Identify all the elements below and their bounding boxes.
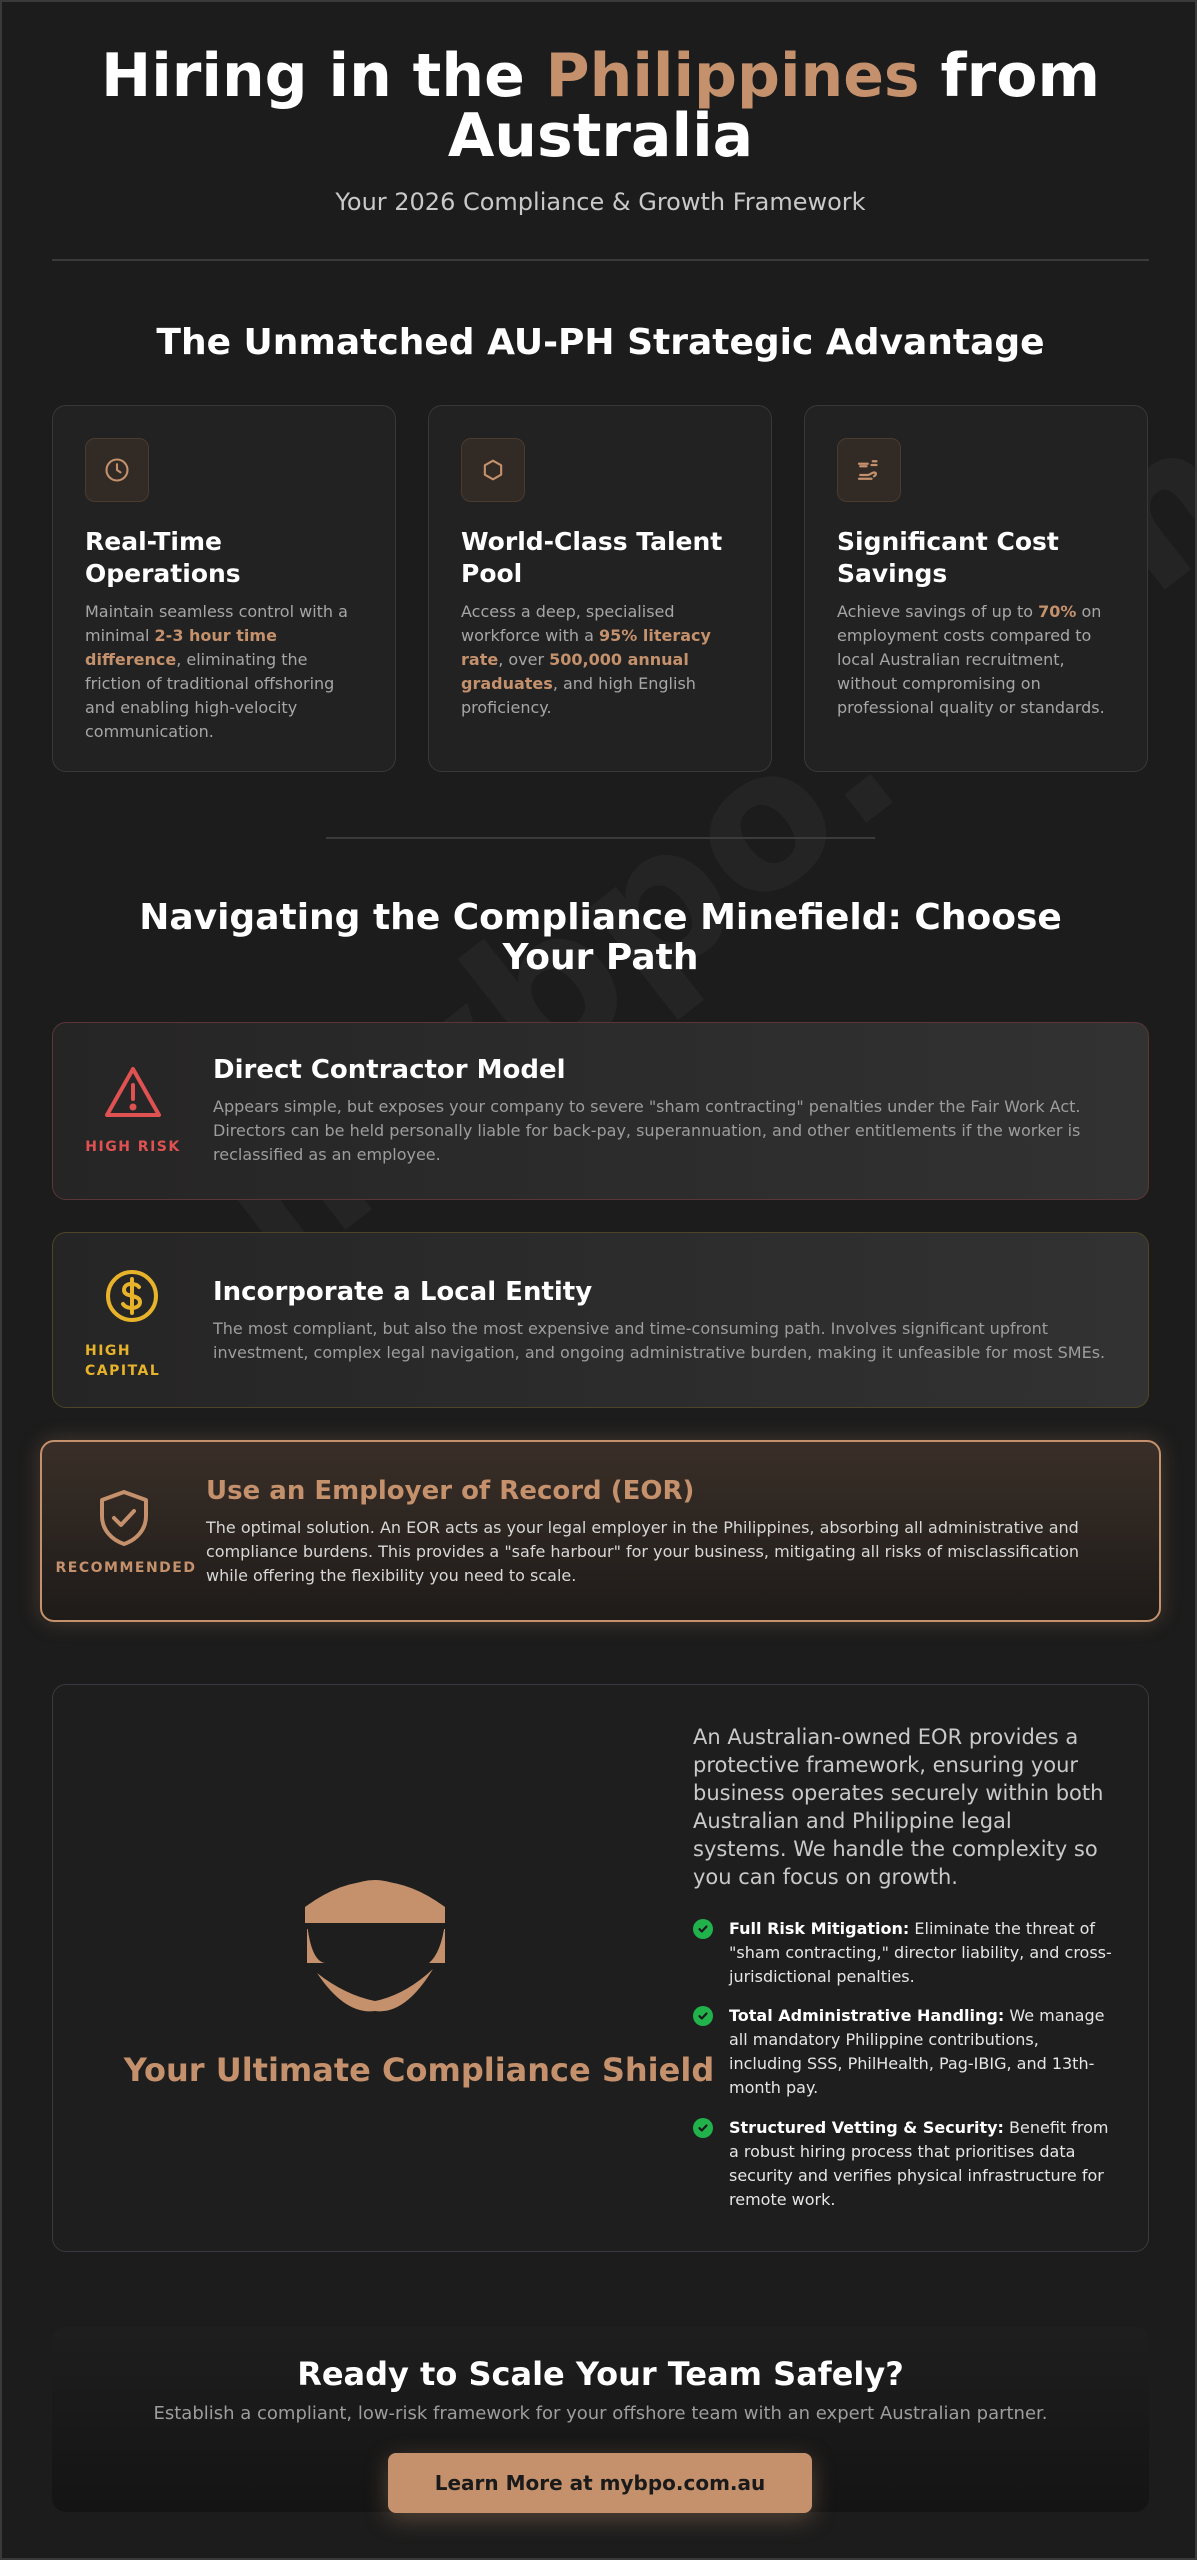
title-accent: Philippines	[545, 41, 920, 111]
shield-intro: An Australian-owned EOR provides a protective framework, ensuring your business operates securely within both Australian and Philippine legal systems. We handle the complexity so you can focus on growth.	[693, 1725, 1104, 1889]
warning-icon	[103, 1065, 163, 1123]
dollar-icon	[105, 1269, 159, 1327]
path-card-entity	[52, 1232, 1149, 1408]
section-divider	[326, 837, 875, 839]
card-text: Maintain seamless control with a minimal 2-3 hour time difference, eliminating the friction of traditional offshoring and enabling high-velocity communication.	[85, 602, 348, 741]
path-title: Direct Contractor Model	[213, 1055, 566, 1085]
check-icon	[693, 1919, 713, 1939]
card-title: World-Class Talent Pool	[461, 527, 723, 588]
learn-more-button[interactable]: Learn More at mybpo.com.au	[388, 2453, 812, 2513]
shield-check-icon	[96, 1488, 152, 1552]
path-card-eor	[40, 1440, 1161, 1622]
risk-tag: HIGH RISK	[85, 1139, 181, 1155]
page-title	[52, 41, 1149, 171]
hexagon-icon	[461, 438, 525, 502]
path-text: The optimal solution. An EOR acts as your legal employer in the Philippines, absorbing all administrative and compliance burdens. This provides a "safe harbour" for your business, mitigating all risks of misclassification while offering the flexibility you need to scale.	[206, 1518, 1080, 1585]
clock-icon	[85, 438, 149, 502]
header-divider	[52, 259, 1149, 261]
coins-icon	[837, 438, 901, 502]
path-title: Incorporate a Local Entity	[213, 1277, 593, 1307]
check-icon	[693, 2118, 713, 2138]
card-title: Significant Cost Savings	[837, 527, 1059, 588]
shield-bullet: Full Risk Mitigation: Eliminate the threat of "sham contracting," director liability, and cross-jurisdictional penalties.	[693, 1917, 1113, 1989]
card-text: Access a deep, specialised workforce with a 95% literacy rate, over 500,000 annual graduates, and high English proficiency.	[461, 602, 711, 717]
paths-title: Navigating the Compliance Minefield: Choose Your Path	[139, 897, 1062, 978]
recommended-tag: RECOMMENDED	[55, 1560, 197, 1576]
cta-title: Ready to Scale Your Team Safely?	[297, 2355, 904, 2393]
path-title: Use an Employer of Record (EOR)	[206, 1476, 695, 1506]
title-part-2: from Australia	[447, 41, 1100, 171]
card-text: Achieve savings of up to 70% on employment costs compared to local Australian recruitment, without compromising on professional quality or standards.	[837, 602, 1105, 717]
path-text: Appears simple, but exposes your company to severe "sham contracting" penalties under the Fair Work Act. Directors can be held personally liable for back-pay, superannuation, and other entitlements if the worker is reclassified as an employee.	[213, 1097, 1081, 1164]
card-title: Real-Time Operations	[85, 527, 241, 588]
shield-bullet: Structured Vetting & Security: Benefit from a robust hiring process that prioritises data security and verifies physical infrastructure for remote work.	[693, 2116, 1113, 2212]
path-text: The most compliant, but also the most expensive and time-consuming path. Involves significant upfront investment, complex legal navigation, and ongoing administrative burden, making it unfeasible for most SMEs.	[213, 1319, 1106, 1362]
cta-section	[52, 2327, 1149, 2512]
shield-bullet: Total Administrative Handling: We manage all mandatory Philippine contributions, including SSS, PhilHealth, Pag-IBIG, and 13th-month pay.	[693, 2004, 1113, 2100]
advantage-title: The Unmatched AU-PH Strategic Advantage	[156, 322, 1045, 363]
cta-text: Establish a compliant, low-risk framework for your offshore team with an expert Australian partner.	[153, 2403, 1048, 2424]
check-icon	[693, 2006, 713, 2026]
compliance-shield-panel	[52, 1684, 1149, 2252]
shield-logo-icon	[295, 1865, 455, 2019]
page-subtitle: Your 2026 Compliance & Growth Framework	[335, 188, 866, 216]
advantage-card-talent	[428, 405, 772, 772]
title-part-1: Hiring in the	[101, 41, 546, 111]
capital-tag: HIGH CAPITAL	[85, 1343, 161, 1379]
advantage-card-savings	[804, 405, 1148, 772]
advantage-card-operations	[52, 405, 396, 772]
path-card-contractor	[52, 1022, 1149, 1200]
shield-title: Your Ultimate Compliance Shield	[123, 2051, 715, 2089]
